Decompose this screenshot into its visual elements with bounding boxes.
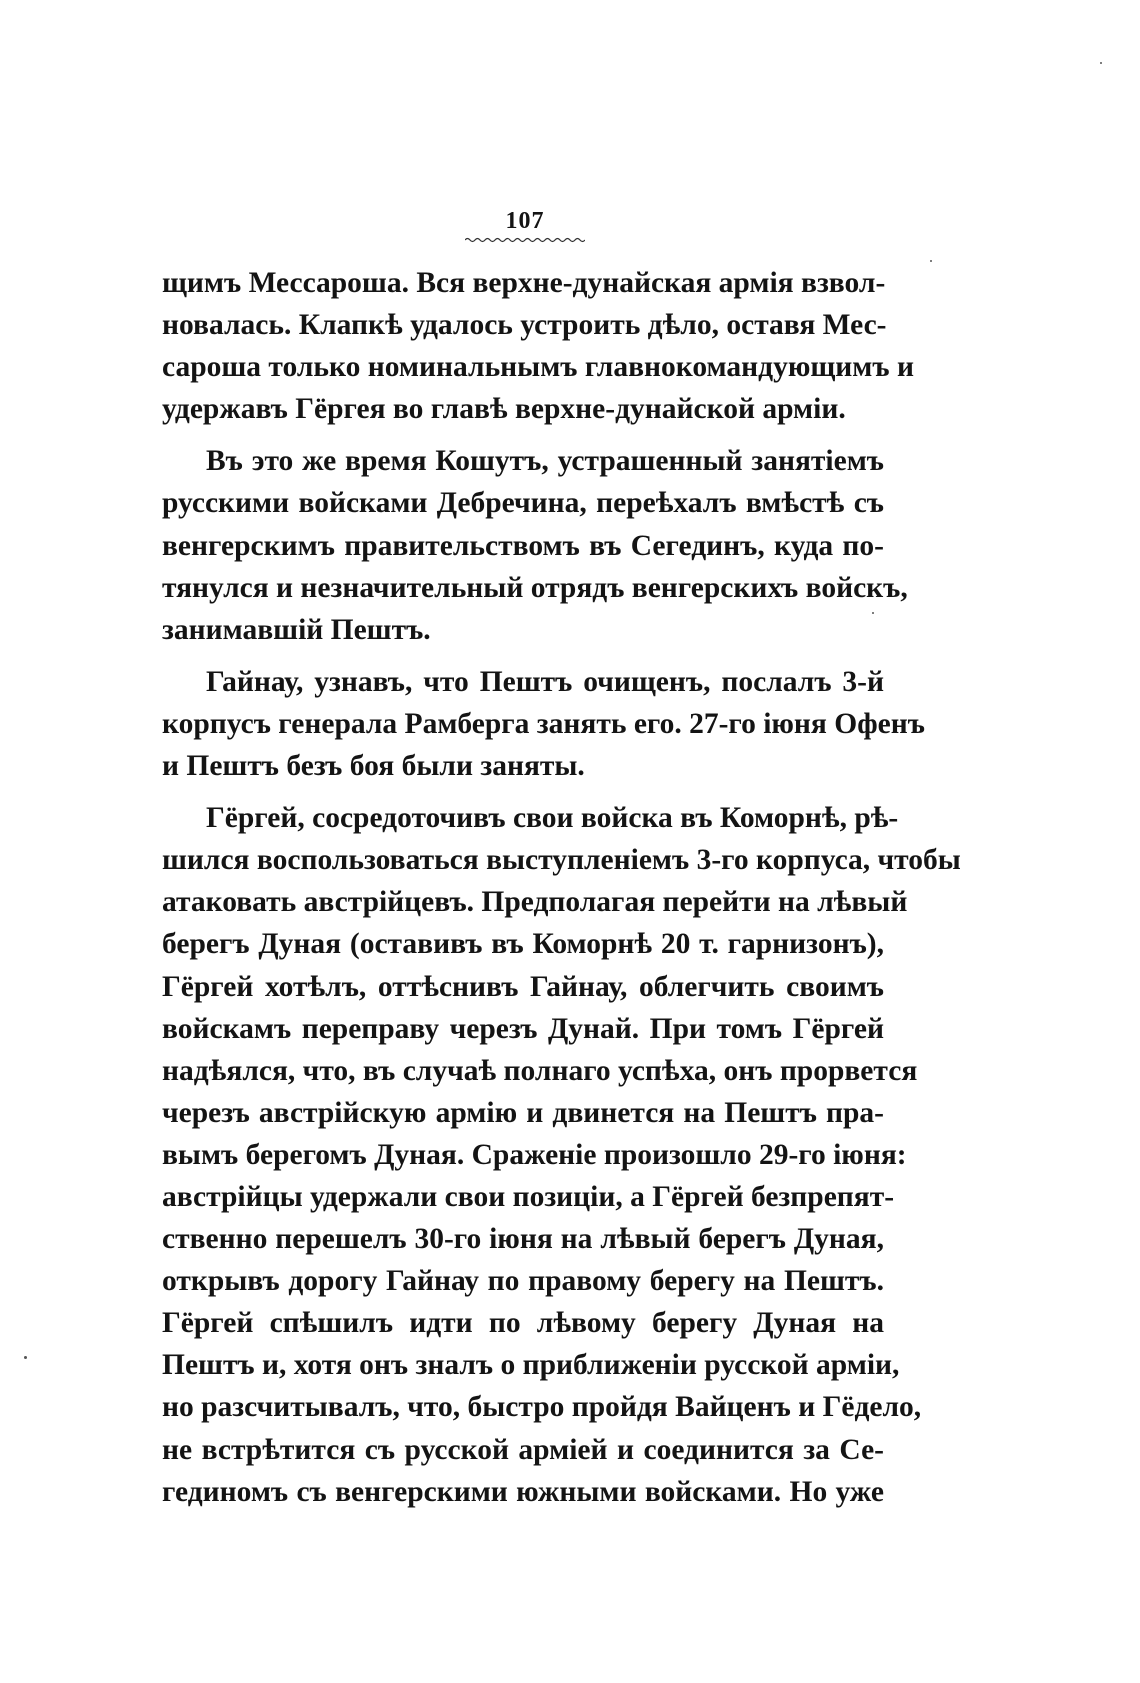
- header-wavy-rule: [465, 237, 585, 243]
- page-header: [460, 208, 590, 243]
- text-line: и Пештъ безъ боя были заняты.: [162, 750, 585, 783]
- body-text: [162, 262, 961, 1513]
- text-line: венгерскимъ правительствомъ въ Сегединъ, куда по-: [162, 529, 884, 562]
- scan-speck: [1100, 62, 1102, 64]
- scan-speck: [24, 1356, 27, 1359]
- text-line: берегъ Дуная (оставивъ въ Коморнѣ 20 т. гарнизонъ),: [162, 928, 884, 961]
- text-line: тянулся и незначительный отрядъ венгерскихъ войскъ,: [162, 571, 908, 604]
- text-line: гединомъ съ венгерскими южными войсками. Но уже: [162, 1475, 884, 1508]
- scan-speck: [872, 612, 874, 614]
- text-line: вымъ берегомъ Дуная. Сраженіе произошло 29-го іюня:: [162, 1138, 907, 1171]
- text-line: Въ это же время Кошутъ, устрашенный занятіемъ: [206, 445, 884, 478]
- paragraph-gap: [162, 787, 884, 797]
- scan-speck: [930, 260, 932, 262]
- text-line: австрійцы удержали свои позиціи, а Гёргей безпрепят-: [162, 1180, 895, 1213]
- page-number: 107: [505, 208, 545, 234]
- paragraph: [162, 440, 908, 650]
- text-line: Гайнау, узнавъ, что Пештъ очищенъ, послалъ 3-й: [206, 665, 884, 698]
- text-line: сароша только номинальнымъ главнокомандующимъ и: [162, 351, 914, 384]
- text-line: русскими войсками Дебречина, переѣхалъ вмѣстѣ съ: [162, 487, 884, 520]
- paragraph: [162, 661, 925, 787]
- text-line: войскамъ переправу черезъ Дунай. При томъ Гёргей: [162, 1012, 884, 1045]
- text-line: черезъ австрійскую армію и двинется на Пештъ пра-: [162, 1096, 884, 1129]
- text-line: атаковать австрійцевъ. Предполагая перейти на лѣвый: [162, 886, 908, 919]
- text-line: занимавшій Пештъ.: [162, 613, 431, 646]
- paragraph-gap: [162, 651, 884, 661]
- text-line: не встрѣтится съ русской арміей и соединится за Се-: [162, 1433, 884, 1466]
- text-line: корпусъ генерала Рамберга занять его. 27-го іюня Офенъ: [162, 707, 925, 740]
- paragraph: [162, 262, 914, 430]
- text-line: удержавъ Гёргея во главѣ верхне-дунайской арміи.: [162, 393, 846, 426]
- paragraph-gap: [162, 430, 884, 440]
- text-line: ственно перешелъ 30-го іюня на лѣвый берегъ Дуная,: [162, 1223, 884, 1256]
- text-line: надѣялся, что, въ случаѣ полнаго успѣха, онъ прорвется: [162, 1054, 918, 1087]
- paragraph: [162, 797, 961, 1513]
- text-line: шился воспользоваться выступленіемъ 3-го корпуса, чтобы: [162, 844, 961, 877]
- text-line: открывъ дорогу Гайнау по правому берегу на Пештъ.: [162, 1265, 884, 1298]
- text-line: Гёргей спѣшилъ идти по лѣвому берегу Дуная на: [162, 1307, 884, 1340]
- text-line: Гёргей хотѣлъ, оттѣснивъ Гайнау, облегчить своимъ: [162, 970, 884, 1003]
- text-line: Гёргей, сосредоточивъ свои войска въ Коморнѣ, рѣ-: [206, 802, 899, 835]
- text-line: новалась. Клапкѣ удалось устроить дѣло, оставя Мес-: [162, 309, 887, 342]
- text-line: Пештъ и, хотя онъ зналъ о приближеніи русской арміи,: [162, 1349, 900, 1382]
- text-line: но разсчитывалъ, что, быстро пройдя Вайценъ и Гёдело,: [162, 1391, 922, 1424]
- text-line: щимъ Мессароша. Вся верхне-дунайская армія взвол-: [162, 267, 886, 299]
